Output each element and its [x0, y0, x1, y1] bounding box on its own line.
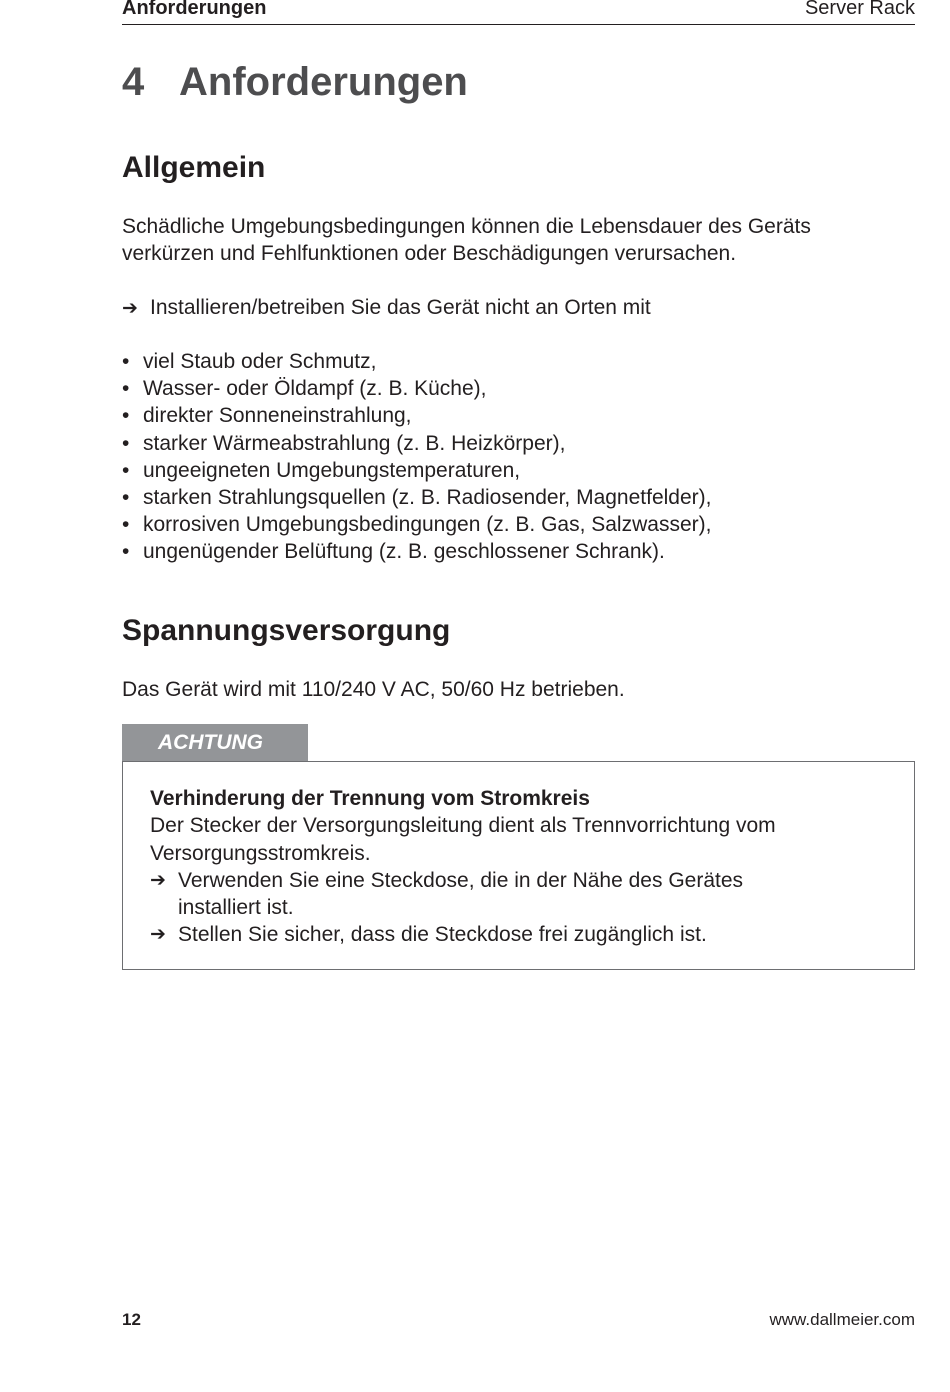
chapter-number: 4	[122, 60, 145, 104]
bullet-icon: •	[122, 486, 130, 510]
list-item-text: Wasser- oder Öldampf (z. B. Küche),	[143, 377, 487, 401]
bullet-icon: •	[122, 540, 130, 564]
bullet-icon: •	[122, 431, 130, 455]
list-item-text: ungenügender Belüftung (z. B. geschlossener Schrank).	[143, 540, 665, 564]
notice-step	[150, 921, 776, 948]
section-heading-power: Spannungsversorgung	[122, 614, 451, 647]
arrow-right-icon: ➔	[150, 923, 166, 946]
arrow-right-icon: ➔	[122, 297, 138, 319]
list-item-text: ungeeigneten Umgebungstemperaturen,	[143, 458, 521, 482]
list-item	[122, 538, 712, 565]
notice-content	[150, 785, 776, 949]
list-item	[122, 348, 712, 375]
bullet-icon: •	[122, 377, 130, 401]
header-product-name: Server Rack	[804, 0, 915, 19]
list-item	[122, 402, 712, 429]
bullet-icon: •	[122, 404, 130, 428]
notice-text-line-1: Der Stecker der Versorgungsleitung dient als Trennvorrichtung vom	[150, 814, 776, 838]
arrow-right-icon: ➔	[150, 868, 166, 891]
running-header	[122, 0, 915, 25]
list-item	[122, 457, 712, 484]
power-paragraph: Das Gerät wird mit 110/240 V AC, 50/60 Hz betrieben.	[122, 678, 625, 701]
general-intro-line-1: Schädliche Umgebungsbedingungen können die Lebensdauer des Geräts	[122, 215, 811, 238]
document-page	[122, 0, 915, 1392]
notice-box	[122, 761, 915, 970]
general-instruction	[122, 294, 651, 322]
bullet-icon: •	[122, 350, 130, 373]
list-item-text: korrosiven Umgebungsbedingungen (z. B. Gas, Salzwasser),	[143, 513, 712, 537]
list-item	[122, 430, 712, 457]
chapter-title-text: Anforderungen	[179, 60, 468, 104]
list-item-text: direkter Sonneneinstrahlung,	[143, 404, 412, 428]
section-heading-general: Allgemein	[122, 151, 266, 184]
general-instruction-text: Installieren/betreiben Sie das Gerät nicht an Orten mit	[150, 296, 651, 319]
notice-step-1-line-1: Verwenden Sie eine Steckdose, die in der Nähe des Gerätes	[178, 868, 744, 892]
footer-website: www.dallmeier.com	[769, 1310, 915, 1329]
notice-text-line-2: Versorgungsstromkreis.	[150, 841, 371, 865]
notice-label-tab: ACHTUNG	[122, 724, 308, 762]
header-section-title: Anforderungen	[122, 0, 267, 19]
general-intro-line-2: verkürzen und Fehlfunktionen oder Beschädigungen verursachen.	[122, 242, 737, 265]
list-item-text: viel Staub oder Schmutz,	[143, 350, 377, 373]
bullet-icon: •	[122, 513, 130, 537]
list-item-text: starken Strahlungsquellen (z. B. Radiosender, Magnetfelder),	[143, 486, 712, 510]
notice-step-2-text: Stellen Sie sicher, dass die Steckdose frei zugänglich ist.	[178, 923, 707, 947]
list-item-text: starker Wärmeabstrahlung (z. B. Heizkörper),	[143, 431, 566, 455]
list-item	[122, 375, 712, 402]
chapter-title	[122, 60, 468, 105]
notice-step	[150, 867, 776, 922]
notice-step-1-line-2: installiert ist.	[178, 896, 294, 920]
general-intro-paragraph	[122, 213, 811, 267]
notice-title: Verhinderung der Trennung vom Stromkreis	[150, 787, 590, 810]
bullet-icon: •	[122, 458, 130, 482]
list-item	[122, 484, 712, 511]
hazard-list	[122, 348, 712, 566]
list-item	[122, 511, 712, 538]
page-number: 12	[122, 1310, 141, 1329]
